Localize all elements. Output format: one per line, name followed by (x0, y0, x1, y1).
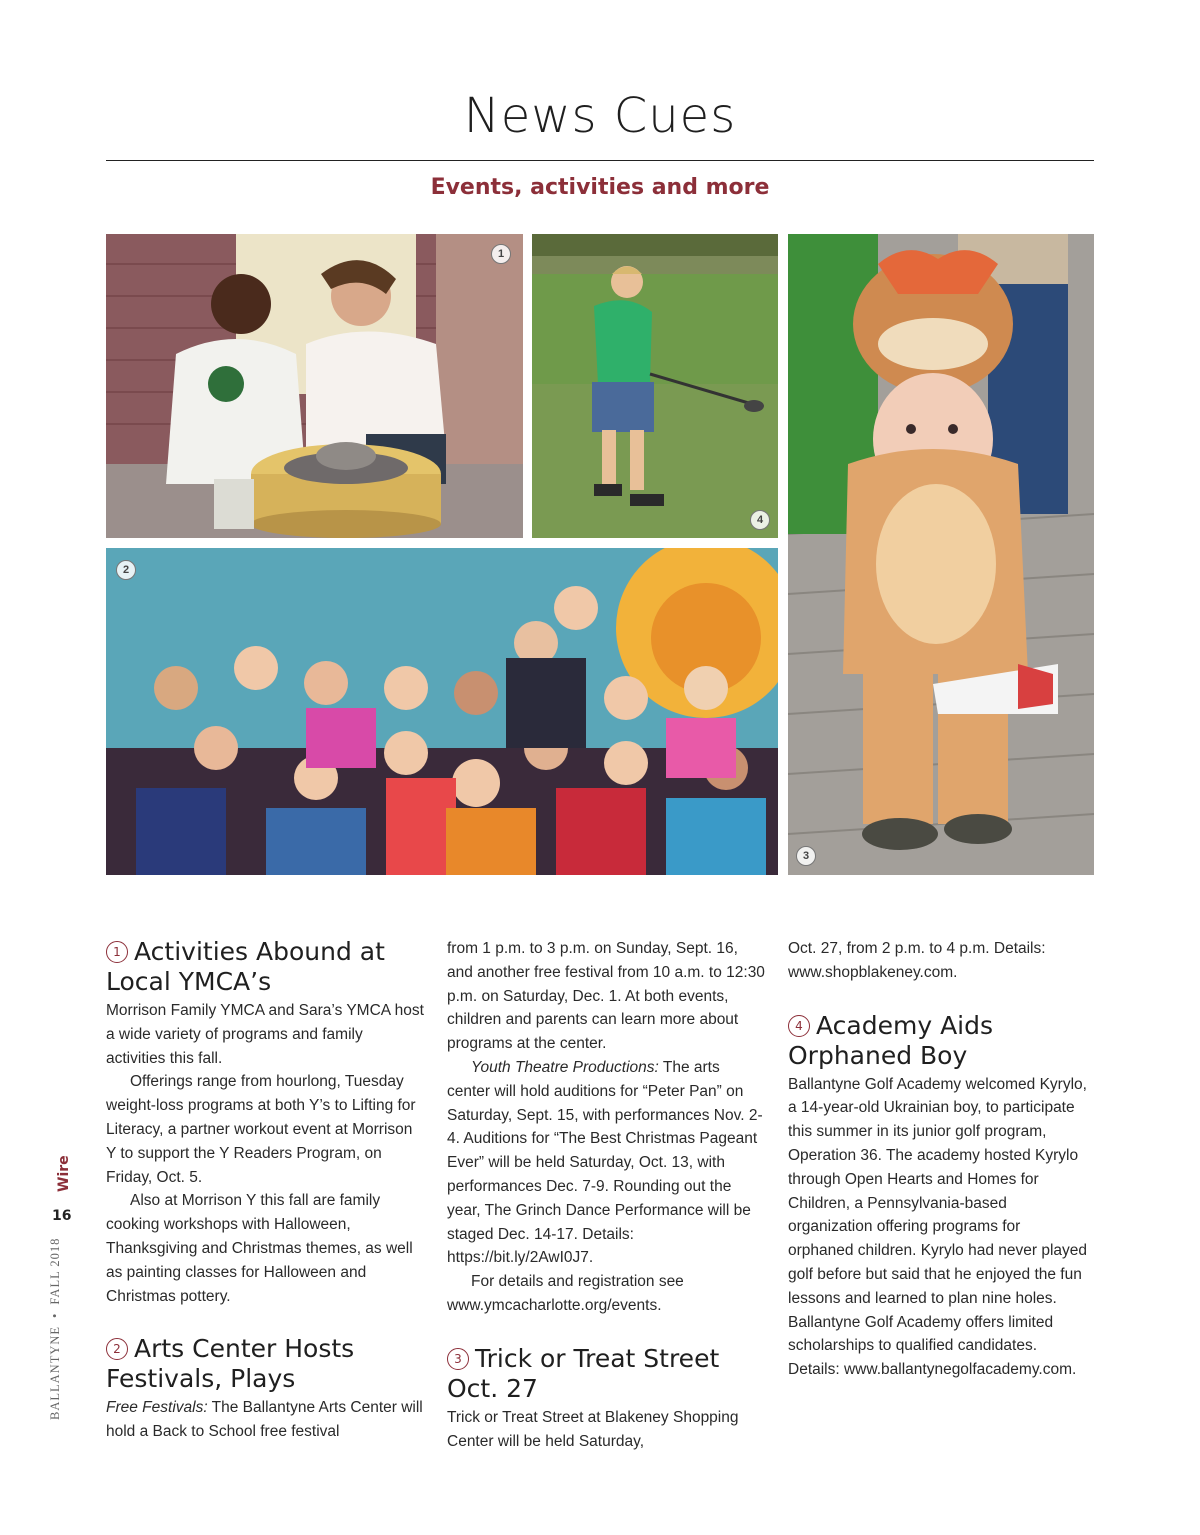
photo-badge-4: 4 (750, 510, 770, 530)
photo-badge-2: 2 (116, 560, 136, 580)
article-2-number: 2 (106, 1338, 128, 1360)
article-3-number: 3 (447, 1348, 469, 1370)
folio-magazine: BALLANTYNE (48, 1325, 62, 1420)
folio-section: Wire (56, 1155, 72, 1192)
article-1-paragraph-2: Offerings range from hourlong, Tuesday weight-loss programs at both Y’s to Lifting for Literacy, a partner workout event at Morrison Y to support the Y Readers Program, on Friday, Oct. 5. (106, 1073, 416, 1186)
article-3-paragraph-1-cont: Oct. 27, from 2 p.m. to 4 p.m. Details: www.shopblakeney.com. (788, 940, 1046, 981)
article-4-heading (788, 1011, 1088, 1071)
folio-season: FALL 2018 (48, 1237, 62, 1305)
article-2-text-1: The Ballantyne Arts Center will hold a Back to School free festival (106, 1399, 423, 1441)
article-2-text-2: The arts center will hold auditions for “Peter Pan” on Saturday, Sept. 15, with performances Nov. 2-4. Auditions for “The Best Christmas Pageant Ever” will be held Saturday, Oct. 13, with performances Dec. 7-9. Rounding out the year, The Grinch Dance Performance will be staged Dec. 14-17. Details: https://bit.ly/2AwI0J7. (447, 1058, 763, 1267)
article-3-heading (447, 1344, 767, 1404)
article-column-1 (106, 937, 426, 1444)
photo-badge-1: 1 (491, 244, 511, 264)
page-title: News Cues (463, 88, 737, 144)
article-4-number: 4 (788, 1015, 810, 1037)
title-rule (106, 160, 1094, 161)
folio-magazine-season: BALLANTYNE•FALL 2018 (48, 1237, 62, 1420)
photo-theatre-cast (106, 548, 778, 875)
article-1-number: 1 (106, 941, 128, 963)
photo-ymca-pottery (106, 234, 523, 538)
article-2-paragraph-3: For details and registration see www.ymcacharlotte.org/events. (447, 1273, 684, 1314)
article-4-paragraph-1: Ballantyne Golf Academy welcomed Kyrylo, a 14-year-old Ukrainian boy, to participate this summer in its junior golf program, Operation 36. The academy hosted Kyrylo through Open Hearts and Homes for Children, a Pennsylvania-based organization offering programs for orphaned children. Kyrylo had never played golf before but said that he enjoyed the fun lessons and learned to plan nine holes. Ballantyne Golf Academy offers limited scholarships to qualified candidates. Details: www.ballantynegolfacademy.com. (788, 1075, 1087, 1379)
article-2-title: Arts Center Hosts Festivals, Plays (106, 1334, 355, 1394)
article-column-2 (447, 937, 767, 1453)
article-2-paragraph-2 (447, 1056, 767, 1270)
article-2-heading (106, 1334, 426, 1394)
article-4-title: Academy Aids Orphaned Boy (788, 1010, 994, 1070)
photo-lion-costume-child (788, 234, 1094, 875)
article-2-paragraph-1 (106, 1396, 426, 1444)
article-2-lead-festivals: Free Festivals: (106, 1399, 208, 1417)
article-3-title: Trick or Treat Street Oct. 27 (447, 1343, 720, 1403)
photo-badge-3: 3 (796, 846, 816, 866)
page-subtitle: Events, activities and more (430, 175, 770, 200)
article-1-paragraph-3: Also at Morrison Y this fall are family cooking workshops with Halloween, Thanksgiving and Christmas themes, as well as painting classes for Halloween and Christmas pottery. (106, 1192, 413, 1305)
article-2-lead-theatre: Youth Theatre Productions: (471, 1058, 659, 1076)
article-1-paragraph-1: Morrison Family YMCA and Sara’s YMCA host a wide variety of programs and family activities this fall. (106, 1002, 424, 1067)
article-1-title: Activities Abound at Local YMCA’s (106, 937, 385, 996)
article-1-heading (106, 937, 426, 997)
page-number: 16 (52, 1208, 72, 1224)
article-3-paragraph-1: Trick or Treat Street at Blakeney Shopping Center will be held Saturday, (447, 1408, 739, 1450)
photo-golf-boy (532, 234, 778, 538)
article-column-3 (788, 937, 1088, 1382)
article-2-paragraph-1-cont: from 1 p.m. to 3 p.m. on Sunday, Sept. 16, and another free festival from 10 a.m. to 12:30 p.m. on Saturday, Dec. 1. At both events, children and parents can learn more about programs at the center. (447, 940, 765, 1053)
